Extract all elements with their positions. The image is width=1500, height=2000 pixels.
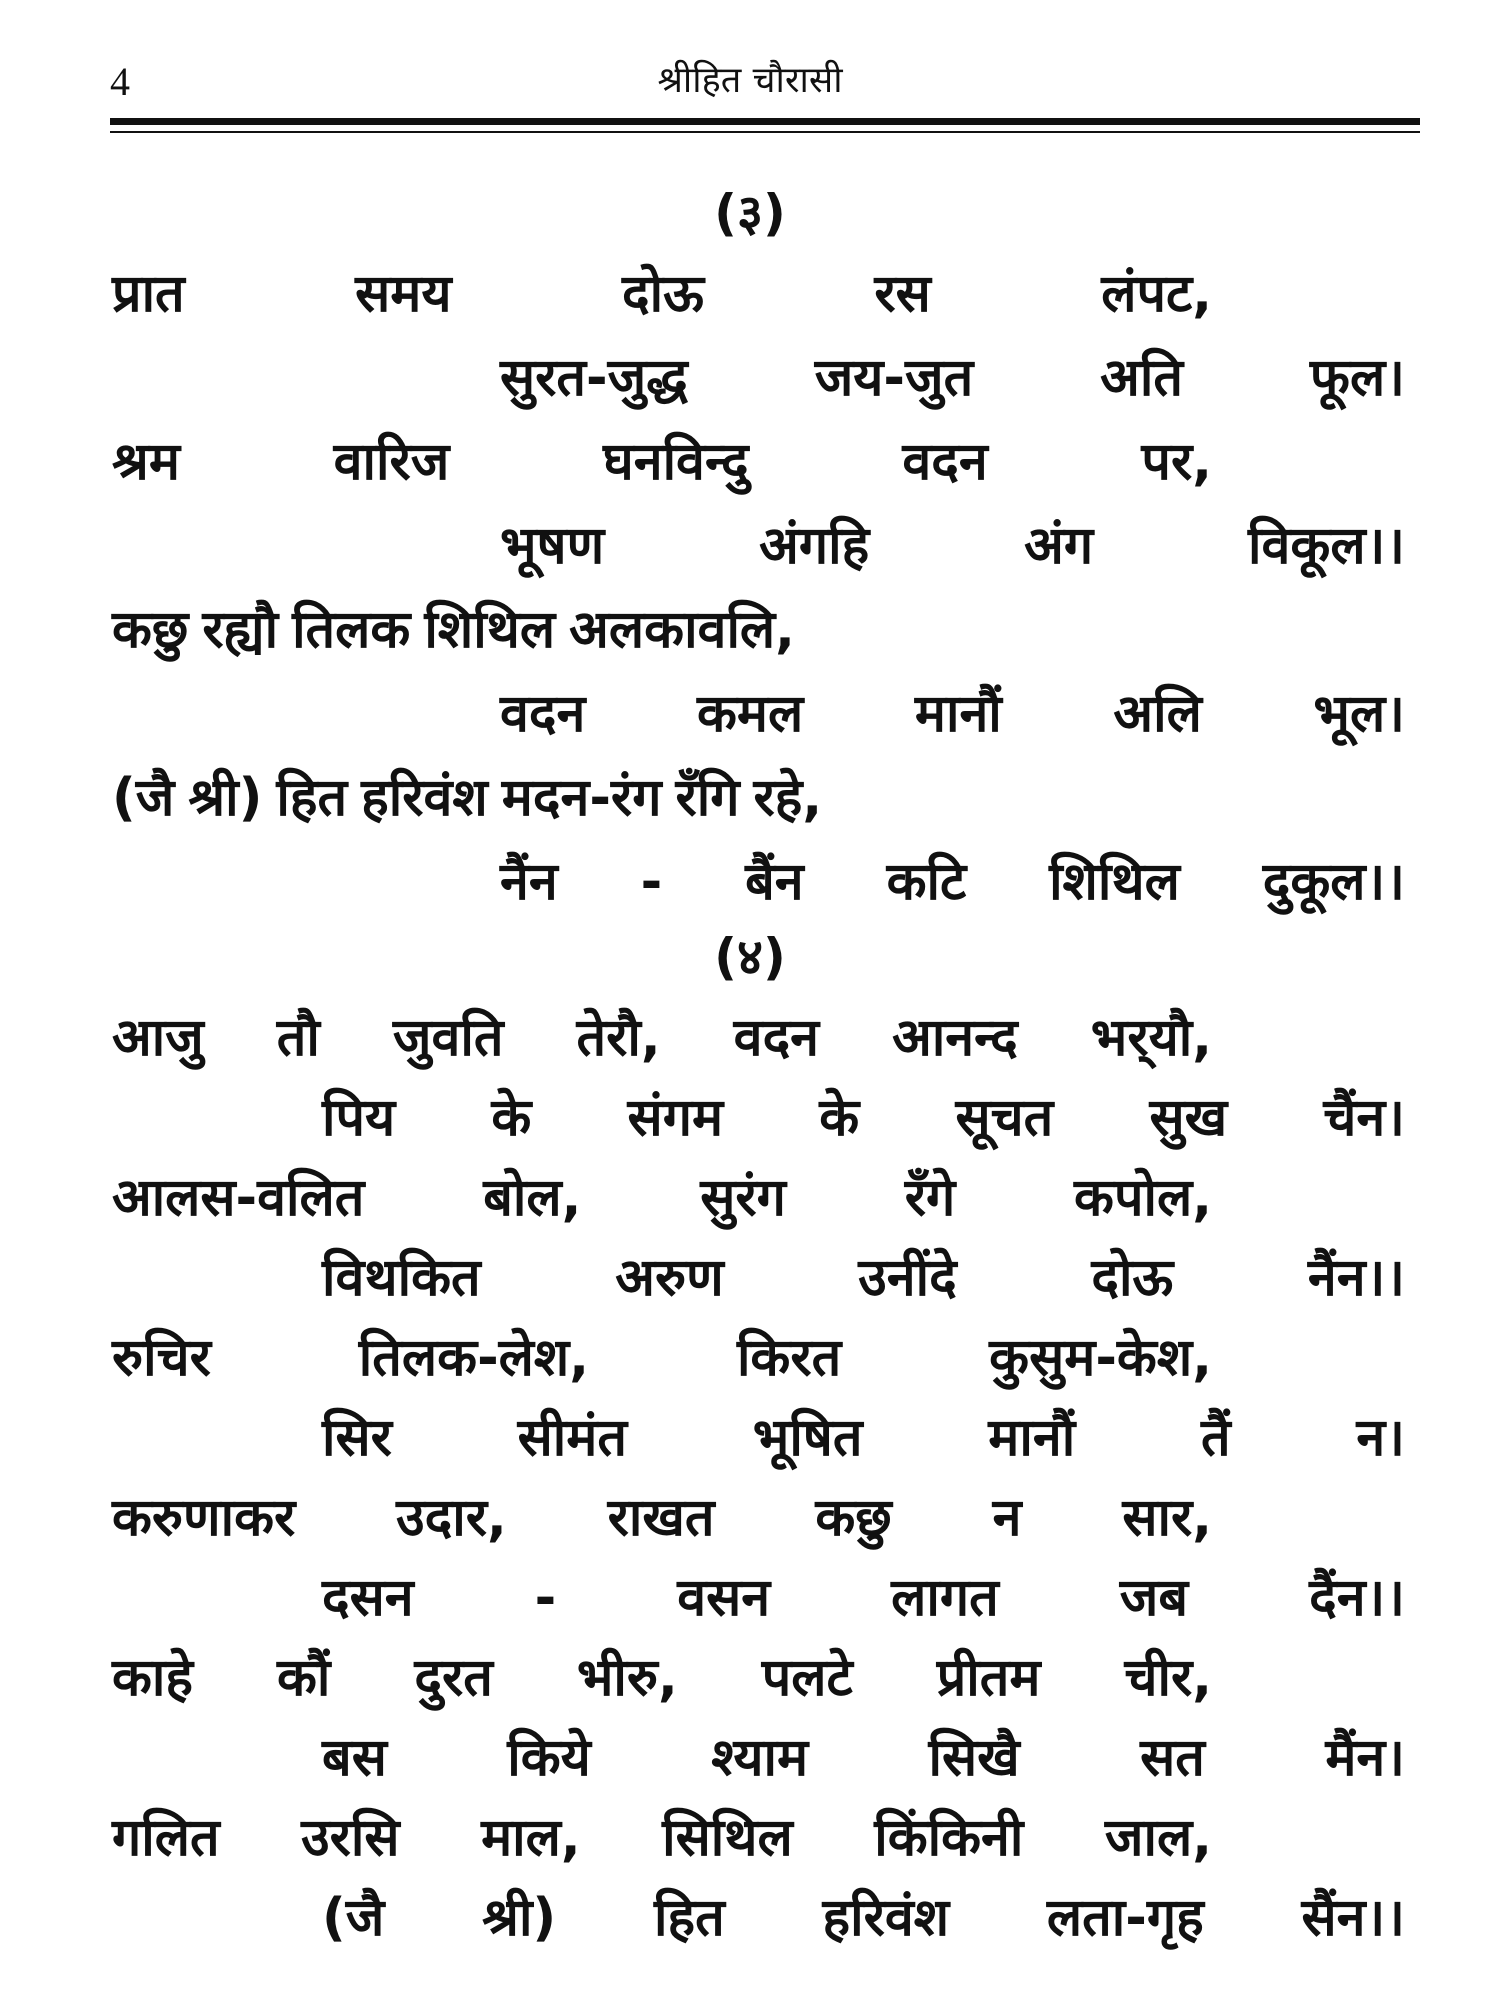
verse-word: श्री) [188, 768, 263, 828]
verse-word: वदन [500, 684, 586, 744]
verse-word: अंगहि [759, 516, 870, 576]
verse-word: रहे, [753, 768, 823, 828]
verse-word: लंपट, [1101, 264, 1212, 324]
verse-line [112, 1488, 1212, 1548]
verse-word: किंकिनी [874, 1808, 1024, 1868]
verse-word: के [819, 1088, 860, 1148]
verse-word: मदन-रंग [501, 768, 662, 828]
verse-word: सिखै [928, 1728, 1020, 1788]
verse-word: उनींदे [858, 1248, 957, 1308]
verse-word: अलकावलि, [569, 600, 795, 660]
verse-word: - [534, 1568, 557, 1628]
page-title: श्रीहित चौरासी [657, 60, 843, 101]
verse-word: दोऊ [622, 264, 704, 324]
verse-word: मानौं [988, 1408, 1076, 1468]
verse-word: भूषित [752, 1408, 863, 1468]
verse-word: विकूल।। [1248, 516, 1405, 576]
verse-word: रस [874, 264, 931, 324]
verse-word: कटि [886, 852, 967, 912]
verse-word: वारिज [333, 432, 450, 492]
verse-word: फूल। [1309, 348, 1405, 408]
verse-word: चैंन। [1323, 1088, 1405, 1148]
verse-word: विथकित [322, 1248, 481, 1308]
verse-word: माल, [481, 1808, 581, 1868]
verse-line [500, 348, 1405, 408]
verse-word: लागत [891, 1568, 999, 1628]
verse-word: भूल। [1313, 684, 1405, 744]
verse-line [500, 684, 1405, 744]
verse-line [322, 1568, 1405, 1628]
verse-word: उदार, [396, 1488, 507, 1548]
verse-line [112, 1808, 1212, 1868]
verse-word: नैंन [500, 852, 558, 912]
verse-line [322, 1728, 1405, 1788]
verse-word: लता-गृह [1046, 1888, 1204, 1948]
verse-word: करुणाकर [112, 1488, 296, 1548]
verse-word: प्रात [112, 264, 185, 324]
verse-word: अरुण [615, 1248, 724, 1308]
verse-line [322, 1248, 1405, 1308]
verse-word: भूषण [500, 516, 605, 576]
verse-word: बस [322, 1728, 387, 1788]
verse-word: दैंन।। [1309, 1568, 1405, 1628]
verse-word: बैंन [745, 852, 804, 912]
verse-word: अलि [1113, 684, 1202, 744]
verse-word: वसन [677, 1568, 771, 1628]
verse-word: तिलक [292, 600, 411, 660]
verse-line [112, 1328, 1212, 1388]
verse-word: प्रीतम [936, 1648, 1041, 1708]
verse-word: रुचिर [112, 1328, 211, 1388]
verse-word: सुरत-जुद्ध [500, 348, 688, 408]
verse-word: (जै [322, 1888, 385, 1948]
verse-word: काहे [112, 1648, 194, 1708]
verse-word: रँगि [675, 768, 740, 828]
verse-word: तेरौ, [576, 1008, 661, 1068]
verse-word: समय [355, 264, 452, 324]
verse-word: न। [1356, 1408, 1405, 1468]
verse-word: दुकूल।। [1262, 852, 1405, 912]
verse-word: मैंन। [1325, 1728, 1405, 1788]
verse-line [500, 516, 1405, 576]
verse-line [112, 432, 1212, 492]
verse-line [112, 600, 1212, 660]
verse-word: घनविन्दु [603, 432, 749, 492]
verse-line [322, 1088, 1405, 1148]
verse-word: कमल [696, 684, 804, 744]
verse-word: आलस-वलित [112, 1168, 365, 1228]
verse-word: सिथिल [662, 1808, 793, 1868]
verse-word: हरिवंश [361, 768, 488, 828]
verse-word: मानौं [914, 684, 1002, 744]
verse-word: चीर, [1124, 1648, 1212, 1708]
verse-word: जुवति [392, 1008, 504, 1068]
verse-word: श्री) [482, 1888, 557, 1948]
verse-word: दोऊ [1091, 1248, 1174, 1308]
verse-word: - [640, 852, 663, 912]
verse-word: पिय [322, 1088, 396, 1148]
verse-word: के [491, 1088, 532, 1148]
page-number: 4 [110, 59, 130, 104]
verse-word: श्रम [112, 432, 180, 492]
verse-word: गलित [112, 1808, 220, 1868]
verse-word: भीरु, [576, 1648, 678, 1708]
verse-line [112, 768, 1212, 828]
verse-word: सिर [322, 1408, 392, 1468]
verse-word: शिथिल [424, 600, 556, 660]
verse-word: किये [507, 1728, 591, 1788]
verse-line [112, 1168, 1212, 1228]
verse-word: वदन [902, 432, 988, 492]
verse-word: रह्यौ [202, 600, 279, 660]
verse-word: अंग [1024, 516, 1094, 576]
verse-word: कछु [112, 600, 189, 660]
verse-word: कुसुम-केश, [989, 1328, 1212, 1388]
verse-word: न [992, 1488, 1022, 1548]
verse-word: जाल, [1104, 1808, 1212, 1868]
verse-line [112, 1648, 1212, 1708]
verse-word: बोल, [483, 1168, 582, 1228]
header-rule-thin [110, 131, 1420, 133]
verse-word: शिथिल [1049, 852, 1180, 912]
verse-word: सुरंग [700, 1168, 786, 1228]
verse-word: श्याम [711, 1728, 809, 1788]
verse-word: उरसि [301, 1808, 400, 1868]
verse-word: तैं [1200, 1408, 1231, 1468]
verse-word: कछु [815, 1488, 892, 1548]
verse-word: आनन्द [892, 1008, 1018, 1068]
verse-word: राखत [607, 1488, 715, 1548]
verse-word: आजु [112, 1008, 204, 1068]
verse-word: संगम [627, 1088, 724, 1148]
verse-line [322, 1888, 1405, 1948]
verse-word: हित [653, 1888, 725, 1948]
verse-word: (जै [112, 768, 175, 828]
verse-number: (३) [714, 184, 786, 242]
verse-word: दसन [322, 1568, 414, 1628]
verse-line [322, 1408, 1405, 1468]
verse-line [500, 852, 1405, 912]
verse-word: वदन [733, 1008, 820, 1068]
verse-word: जब [1119, 1568, 1189, 1628]
header-rule-thick [110, 118, 1420, 125]
verse-number: (४) [714, 928, 786, 986]
verse-word: अति [1100, 348, 1183, 408]
verse-word: दुरत [414, 1648, 493, 1708]
verse-word: सैंन।। [1301, 1888, 1405, 1948]
verse-word: सार, [1122, 1488, 1212, 1548]
verse-word: सत [1140, 1728, 1205, 1788]
verse-word: सुख [1149, 1088, 1228, 1148]
verse-word: तौ [276, 1008, 320, 1068]
verse-word: तिलक-लेश, [358, 1328, 590, 1388]
verse-word: भर्‌यौ, [1090, 1008, 1212, 1068]
verse-word: नैंन।। [1307, 1248, 1405, 1308]
verse-word: पलटे [761, 1648, 853, 1708]
verse-word: रँगे [904, 1168, 956, 1228]
verse-word: हरिवंश [822, 1888, 950, 1948]
verse-word: कपोल, [1074, 1168, 1212, 1228]
verse-word: किरत [736, 1328, 842, 1388]
verse-word: जय-जुत [814, 348, 974, 408]
verse-line [112, 264, 1212, 324]
verse-word: हित [276, 768, 348, 828]
verse-word: सीमंत [517, 1408, 628, 1468]
verse-word: कौं [277, 1648, 331, 1708]
verse-word: सूचत [955, 1088, 1054, 1148]
verse-word: पर, [1141, 432, 1212, 492]
verse-line [112, 1008, 1212, 1068]
